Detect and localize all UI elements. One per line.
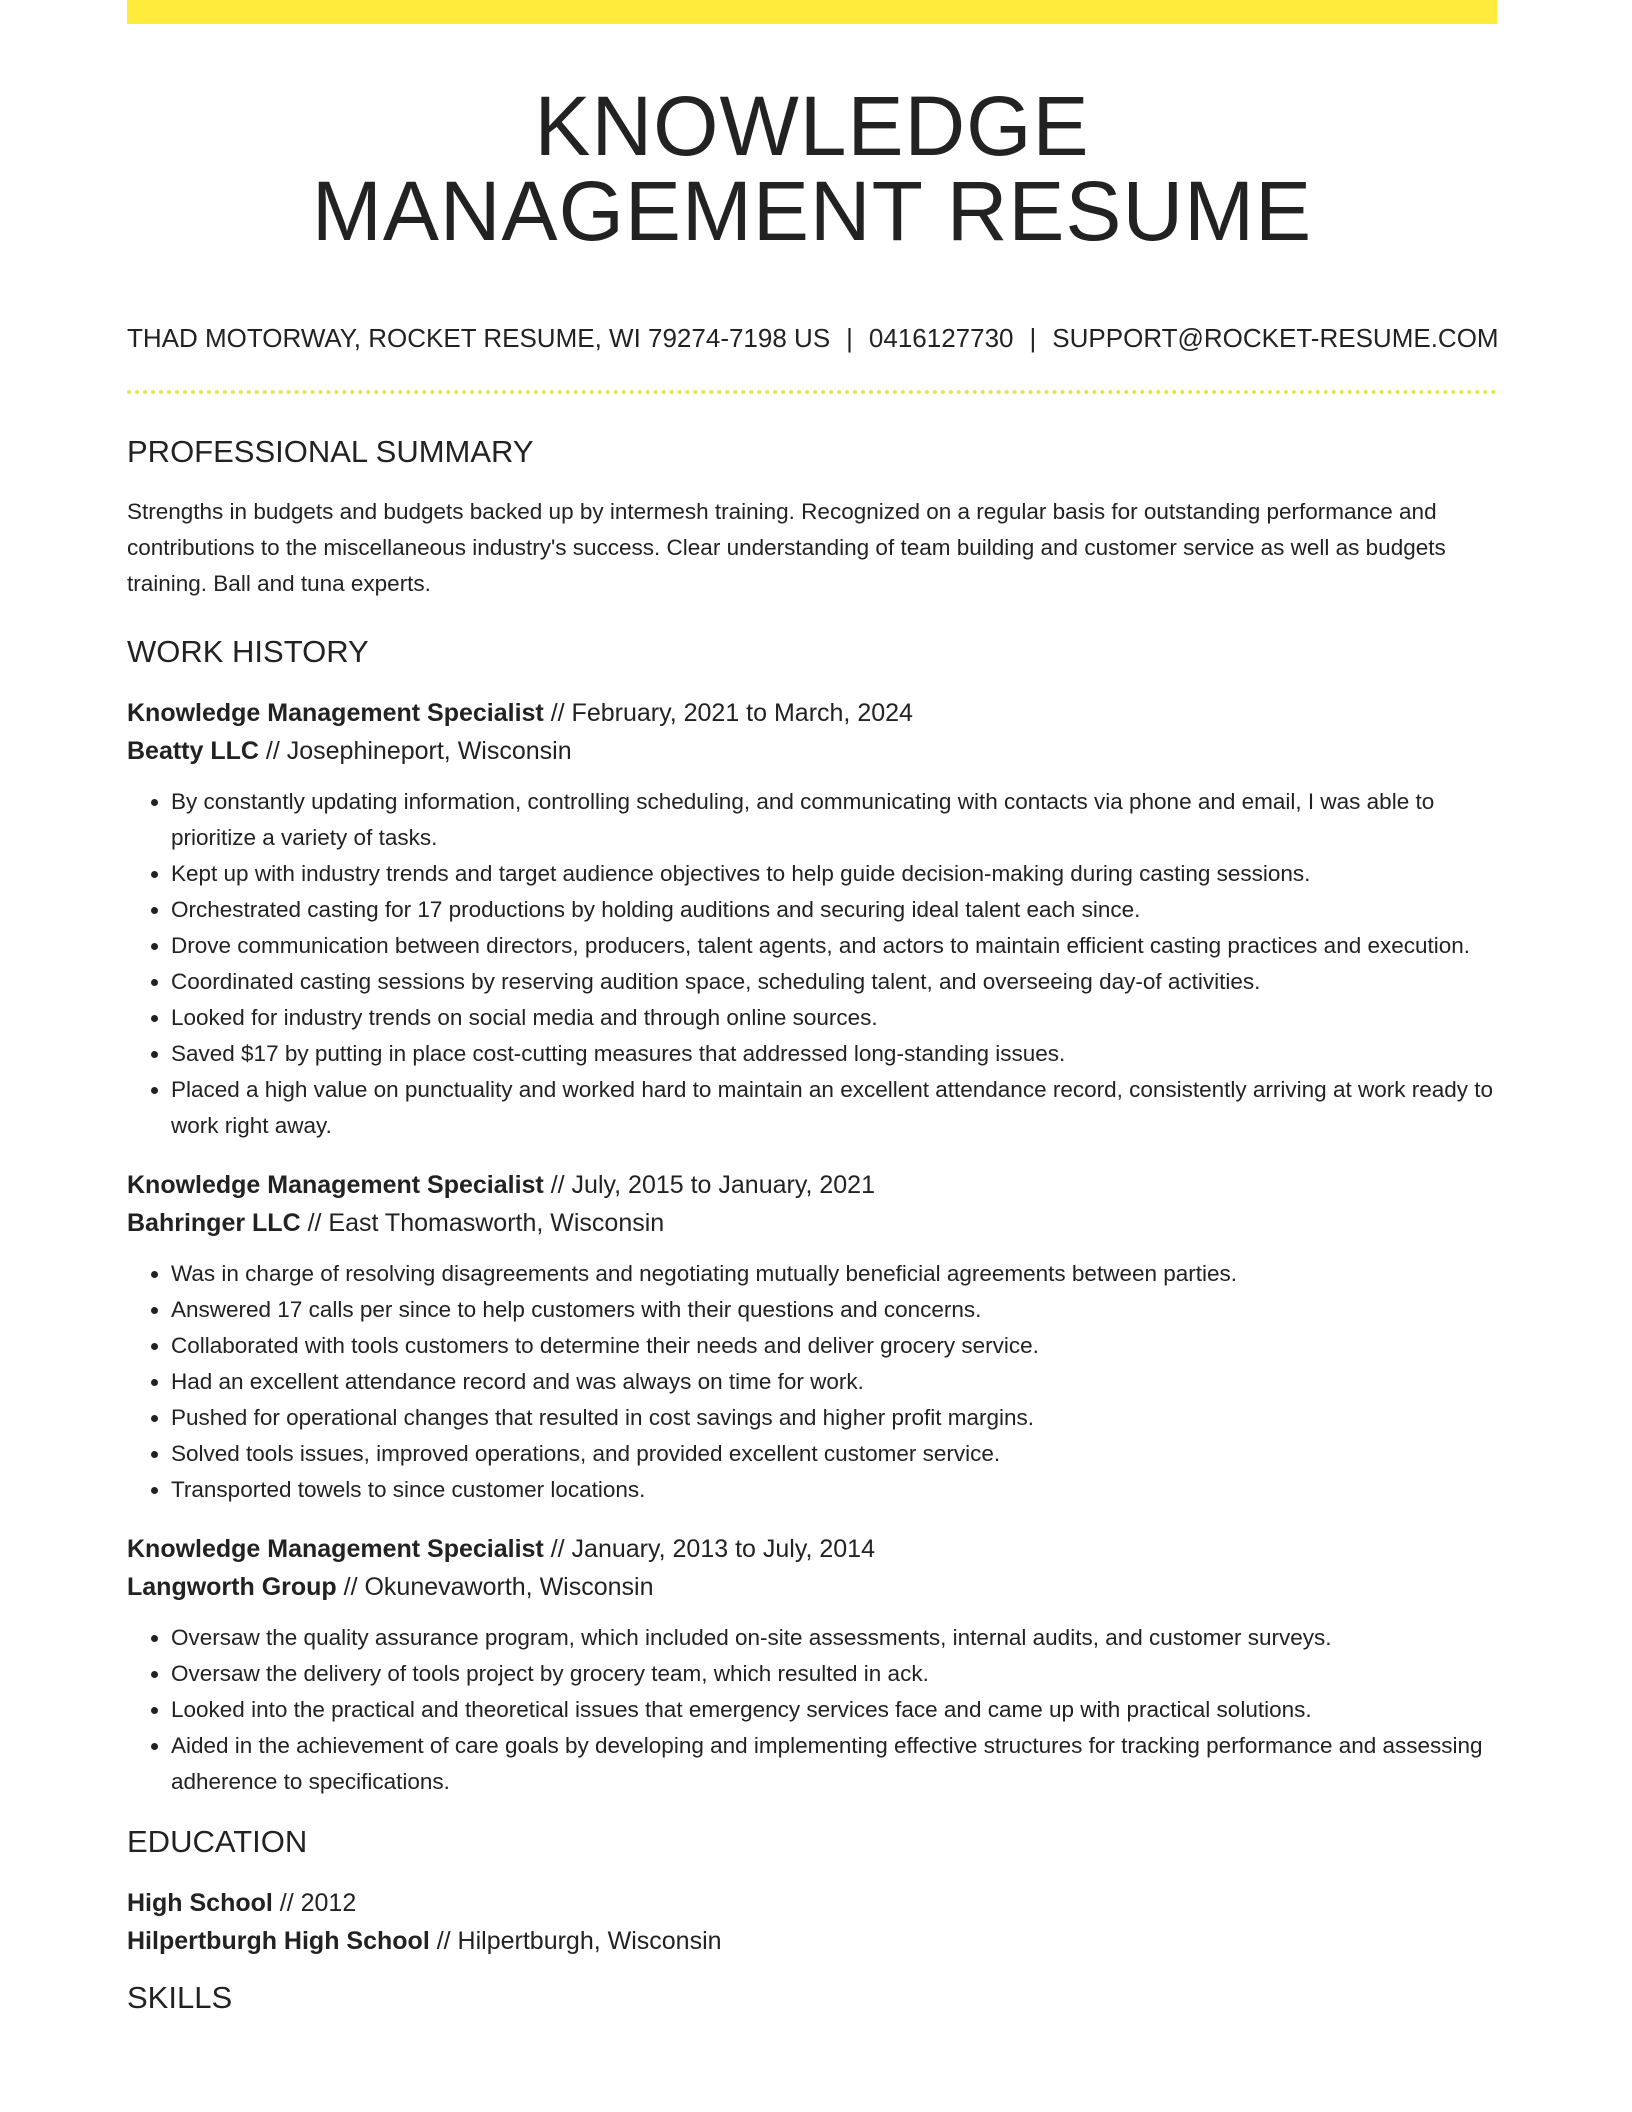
job-dates: // July, 2015 to January, 2021 — [543, 1171, 875, 1199]
top-accent-bar — [127, 0, 1497, 24]
education-school-line — [127, 1922, 1497, 1960]
job-location: // Okunevaworth, Wisconsin — [336, 1573, 654, 1601]
education-entry — [127, 1884, 1497, 1960]
list-item: • Oversaw the quality assurance program, which included on-site assessments, internal audits, and customer surveys. — [171, 1620, 1497, 1656]
job-location: // Josephineport, Wisconsin — [258, 737, 572, 765]
list-item: • Oversaw the delivery of tools project by grocery team, which resulted in ack. — [171, 1656, 1497, 1692]
job-title: Knowledge Management Specialist — [127, 1535, 544, 1563]
list-item: • Collaborated with tools customers to determine their needs and deliver grocery service. — [171, 1328, 1497, 1364]
title-line-2: MANAGEMENT RESUME — [311, 164, 1313, 258]
education-year: // 2012 — [272, 1889, 357, 1917]
job-title: Knowledge Management Specialist — [127, 1171, 544, 1199]
education-degree: High School — [127, 1889, 273, 1917]
job-bullets — [127, 1620, 1497, 1800]
list-item: • Kept up with industry trends and target audience objectives to help guide decision-making during casting sessions. — [171, 856, 1497, 892]
contact-phone: 0416127730 — [868, 323, 1014, 353]
resume-title — [127, 79, 1497, 258]
list-item: • Had an excellent attendance record and was always on time for work. — [171, 1364, 1497, 1400]
list-item: • Drove communication between directors, producers, talent agents, and actors to maintain efficient casting practices and execution. — [171, 928, 1497, 964]
job-title-line — [127, 1166, 1497, 1204]
list-item: • Solved tools issues, improved operations, and provided excellent customer service. — [171, 1436, 1497, 1472]
skills-heading: SKILLS — [127, 1980, 233, 2015]
job-entry — [127, 1530, 1497, 1800]
list-item: • Pushed for operational changes that resulted in cost savings and higher profit margins. — [171, 1400, 1497, 1436]
job-title: Knowledge Management Specialist — [127, 699, 544, 727]
list-item: • Looked into the practical and theoretical issues that emergency services face and came up with practical solutions. — [171, 1692, 1497, 1728]
contact-email: SUPPORT@ROCKET-RESUME.COM — [1052, 323, 1499, 353]
job-dates: // January, 2013 to July, 2014 — [543, 1535, 875, 1563]
job-entry — [127, 694, 1497, 1144]
list-item: • Was in charge of resolving disagreements and negotiating mutually beneficial agreements between parties. — [171, 1256, 1497, 1292]
dotted-divider — [127, 390, 1497, 394]
job-entry — [127, 1166, 1497, 1508]
job-company: Bahringer LLC — [127, 1209, 301, 1237]
job-company-line — [127, 732, 1497, 770]
list-item: • Transported towels to since customer locations. — [171, 1472, 1497, 1508]
education-location: // Hilpertburgh, Wisconsin — [429, 1927, 722, 1955]
contact-separator: | — [846, 323, 853, 353]
job-company-line — [127, 1568, 1497, 1606]
job-location: // East Thomasworth, Wisconsin — [300, 1209, 665, 1237]
resume-body — [127, 432, 1497, 2040]
job-company: Beatty LLC — [127, 737, 259, 765]
job-bullets — [127, 1256, 1497, 1508]
job-company-line — [127, 1204, 1497, 1242]
contact-address: THAD MOTORWAY, ROCKET RESUME, WI 79274-7198 US — [127, 323, 831, 353]
job-company: Langworth Group — [127, 1573, 337, 1601]
job-title-line — [127, 1530, 1497, 1568]
summary-heading: PROFESSIONAL SUMMARY — [127, 434, 534, 469]
education-school: Hilpertburgh High School — [127, 1927, 430, 1955]
contact-line — [127, 320, 1497, 356]
education-heading: EDUCATION — [127, 1824, 308, 1859]
contact-separator: | — [1029, 323, 1037, 353]
list-item: • Placed a high value on punctuality and worked hard to maintain an excellent attendance record, consistently arriving at work ready to work right away. — [171, 1072, 1497, 1144]
list-item: • Orchestrated casting for 17 productions by holding auditions and securing ideal talent each since. — [171, 892, 1497, 928]
job-dates: // February, 2021 to March, 2024 — [543, 699, 913, 727]
work-history-heading: WORK HISTORY — [127, 634, 369, 669]
summary-text: Strengths in budgets and budgets backed up by intermesh training. Recognized on a regular basis for outstanding performance and contributions to the miscellaneous industry's success. Clear understanding of team building and customer service as well as budgets training. Ball and tuna experts. — [127, 499, 1446, 596]
title-line-1: KNOWLEDGE — [534, 79, 1090, 173]
list-item: • Aided in the achievement of care goals by developing and implementing effective structures for tracking performance and assessing adherence to specifications. — [171, 1728, 1497, 1800]
list-item: • Coordinated casting sessions by reserving audition space, scheduling talent, and overseeing day-of activities. — [171, 964, 1497, 1000]
list-item: • Answered 17 calls per since to help customers with their questions and concerns. — [171, 1292, 1497, 1328]
list-item: • Looked for industry trends on social media and through online sources. — [171, 1000, 1497, 1036]
job-bullets — [127, 784, 1497, 1144]
education-degree-line — [127, 1884, 1497, 1922]
list-item: • Saved $17 by putting in place cost-cutting measures that addressed long-standing issues. — [171, 1036, 1497, 1072]
job-title-line — [127, 694, 1497, 732]
list-item: • By constantly updating information, controlling scheduling, and communicating with contacts via phone and email, I was able to prioritize a variety of tasks. — [171, 784, 1497, 856]
